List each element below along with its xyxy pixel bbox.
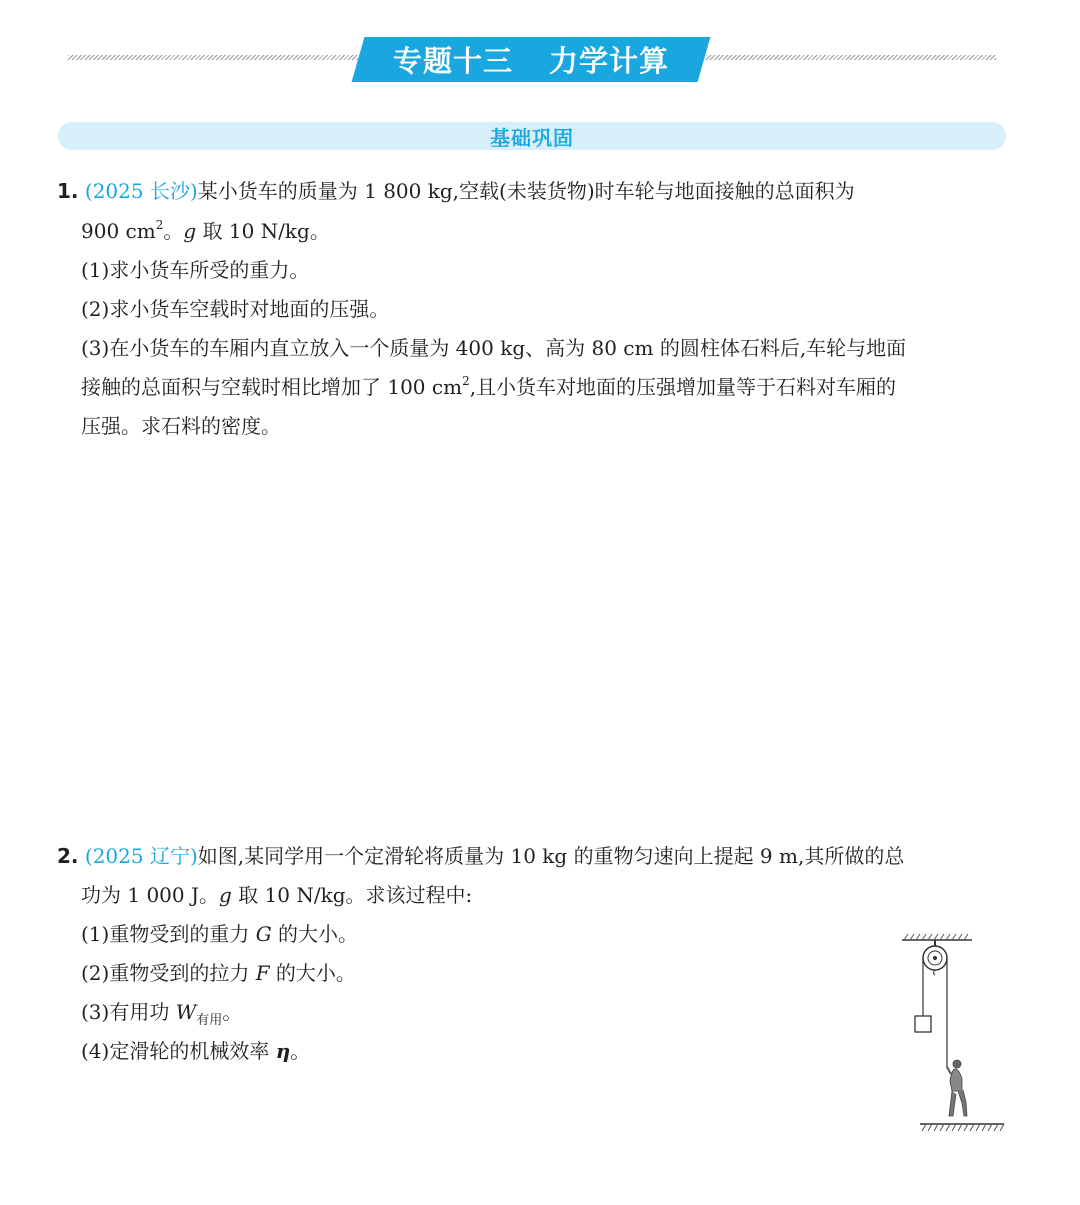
section-header	[58, 122, 1006, 150]
q1-part3-line2: 接触的总面积与空载时相比增加了 100 $cm^2$,且小货车对地面的压强增加量等于石料对车厢的	[81, 374, 897, 399]
q2-stem-line1: 如图,某同学用一个定滑轮将质量为 10 kg 的重物匀速向上提起 9 m,其所做的总	[197, 844, 905, 868]
header-left-rule	[68, 55, 358, 60]
q2-source: (2025 辽宁)	[84, 844, 198, 868]
q1-number: 1	[57, 179, 71, 203]
q1-stem-line1: 某小货车的质量为 1 800 kg,空载(未装货物)时车轮与地面接触的总面积为	[197, 179, 855, 203]
q2-part4: (4)定滑轮的机械效率 η。	[81, 1039, 311, 1063]
pulley-figure	[898, 928, 1008, 1138]
q2-line1: 2. (2025 辽宁)如图,某同学用一个定滑轮将质量为 10 kg 的重物匀速向上提起 9 m,其所做的总	[57, 844, 905, 868]
q1-part3-line3: 压强。求石料的密度。	[81, 414, 281, 438]
weight-block-icon	[915, 1016, 931, 1032]
q2-line2: 功为 1 000 J。g 取 10 N/kg。求该过程中:	[81, 883, 473, 907]
pulley-wheel-icon	[923, 940, 947, 975]
section-label: 基础巩固	[490, 125, 574, 150]
header-right-rule	[706, 55, 996, 60]
q2-part3: (3)有用功 $W_{有用}$。	[81, 1000, 243, 1028]
q2-number: 2	[57, 844, 71, 868]
q2-part2: (2)重物受到的拉力 F 的大小。	[81, 961, 356, 985]
title-part1: 专题十三	[392, 44, 513, 78]
ceiling-icon	[902, 934, 972, 940]
q1-line1: 1. (2025 长沙)某小货车的质量为 1 800 kg,空载(未装货物)时车轮与地面接触的总面积为	[57, 179, 855, 203]
q1-part2: (2)求小货车空载时对地面的压强。	[81, 297, 390, 321]
q1-part1: (1)求小货车所受的重力。	[81, 258, 310, 282]
page-title	[358, 37, 704, 82]
q2-part1: (1)重物受到的重力 G 的大小。	[81, 922, 359, 946]
q1-source: (2025 长沙)	[84, 179, 198, 203]
q1-part3-line1: (3)在小货车的车厢内直立放入一个质量为 400 kg、高为 80 cm 的圆柱体石料后,车轮与地面	[81, 336, 907, 360]
person-pulling-icon	[947, 1060, 967, 1116]
q1-line2: 900 $cm^2$。g 取 10 N/kg。	[81, 218, 330, 243]
title-part2: 力学计算	[549, 44, 670, 78]
ground-icon	[920, 1124, 1004, 1131]
